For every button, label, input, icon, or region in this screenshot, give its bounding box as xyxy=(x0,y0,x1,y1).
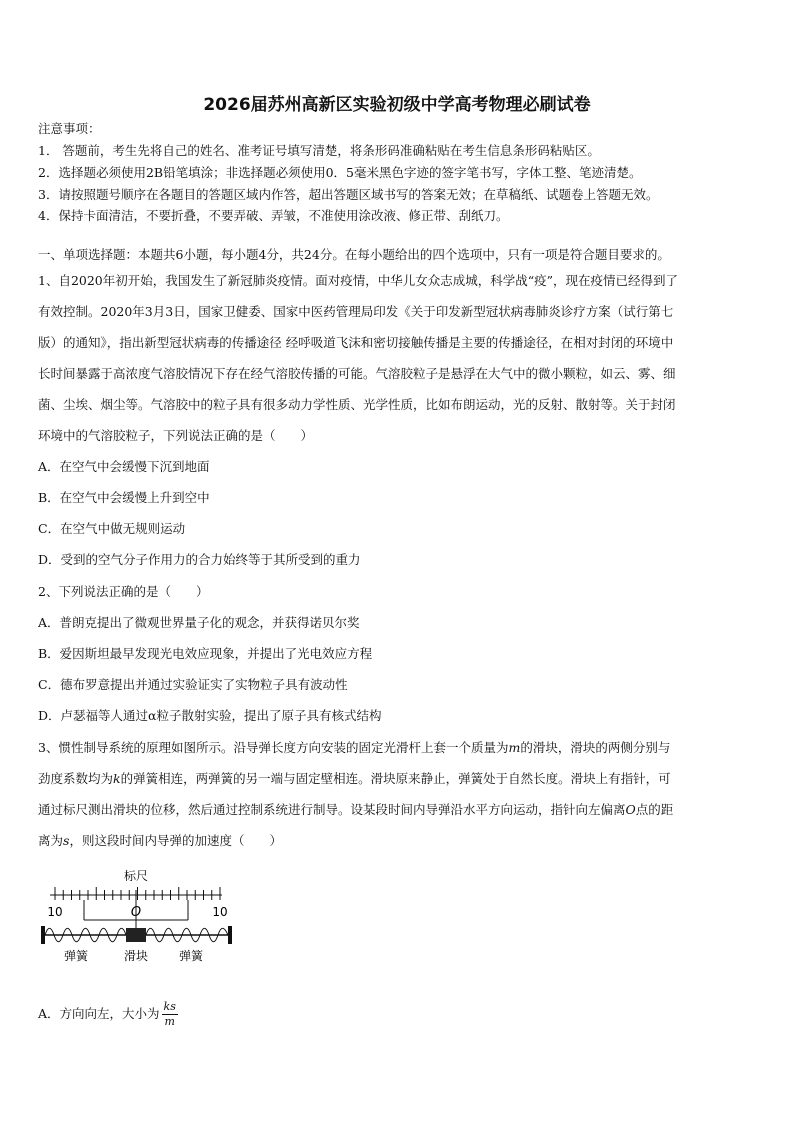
mass-symbol: m xyxy=(508,740,521,755)
q1-line: 长时间暴露于高浓度气溶胶情况下存在经气溶胶传播的可能。气溶胶粒子是悬浮在大气中的微小颗粒，如云、雾、细 xyxy=(38,366,676,381)
q2-option-b: B．爱因斯坦最早发现光电效应现象，并提出了光电效应方程 xyxy=(38,646,373,661)
left-wall xyxy=(41,926,45,944)
q1-option-a: A．在空气中会缓慢下沉到地面 xyxy=(38,459,210,474)
page-title: 2026届苏州高新区实验初级中学高考物理必刷试卷 xyxy=(203,95,591,115)
q2-option-c: C．德布罗意提出并通过实验证实了实物粒子具有波动性 xyxy=(38,677,348,692)
notice-item: 4．保持卡面清洁，不要折叠，不要弄破、弄皱，不准使用涂改液、修正带、刮纸刀。 xyxy=(38,208,509,223)
q1-line: 环境中的气溶胶粒子，下列说法正确的是（ ） xyxy=(38,428,314,443)
notice-item: 1． 答题前，考生先将自己的姓名、准考证号填写清楚，将条形码准确粘贴在考生信息条形码粘贴区。 xyxy=(38,143,600,158)
ruler-ticks xyxy=(55,887,220,900)
origin-symbol: O xyxy=(625,802,636,817)
q1-option-b: B．在空气中会缓慢上升到空中 xyxy=(38,490,210,505)
fraction-ks-over-m: $\frac{ks}{m}$ xyxy=(163,1000,176,1028)
q3-line: 离为s，则这段时间内导弹的加速度（ ） xyxy=(38,833,282,848)
displacement-symbol: s xyxy=(63,833,70,848)
ruler-center-o: O xyxy=(130,905,142,920)
ruler-left-number: 10 xyxy=(47,905,63,919)
right-wall xyxy=(228,926,232,944)
q1-line: 1、自2020年初开始，我国发生了新冠肺炎疫情。面对疫情，中华儿女众志成城，科学战“疫”，现在疫情已经得到了 xyxy=(38,273,679,288)
ruler-right-number: 10 xyxy=(212,905,228,919)
q1-option-d: D．受到的空气分子作用力的合力始终等于其所受到的重力 xyxy=(38,552,361,567)
q3-option-a: A．方向向左，大小为 $\frac{ks}{m}$ xyxy=(38,1000,176,1028)
slider-label: 滑块 xyxy=(123,949,149,963)
q1-line: 有效控制。2020年3月3日，国家卫健委、国家中医药管理局印发《关于印发新型冠状病毒肺炎诊疗方案（试行第七 xyxy=(38,304,674,319)
q3-line: 通过标尺测出滑块的位移，然后通过控制系统进行制导。设某段时间内导弹沿水平方向运动，指针向左偏离O点的距 xyxy=(38,802,674,817)
guidance-diagram xyxy=(36,862,242,966)
section-heading: 一、单项选择题：本题共6小题，每小题4分，共24分。在每小题给出的四个选项中，只有一项是符合题目要求的。 xyxy=(38,247,670,262)
notice-item: 2．选择题必须使用2B铅笔填涂；非选择题必须使用0．5毫米黑色字迹的签字笔书写，字体工整、笔迹清楚。 xyxy=(38,165,642,180)
q2-stem: 2、下列说法正确的是（ ） xyxy=(38,584,209,599)
spring-constant-symbol: k xyxy=(113,771,121,786)
q2-option-a: A．普朗克提出了微观世界量子化的观念，并获得诺贝尔奖 xyxy=(38,615,360,630)
spring-label-left: 弹簧 xyxy=(63,949,89,963)
q2-option-d: D．卢瑟福等人通过α粒子散射实验，提出了原子具有核式结构 xyxy=(38,708,382,723)
q1-option-c: C．在空气中做无规则运动 xyxy=(38,521,186,536)
ruler-label: 标尺 xyxy=(123,869,149,883)
q3-line: 劲度系数均为k的弹簧相连，两弹簧的另一端与固定壁相连。滑块原来静止，弹簧处于自然长度。滑块上有指针，可 xyxy=(38,771,671,786)
q3-line: 3、惯性制导系统的原理如图所示。沿导弹长度方向安装的固定光滑杆上套一个质量为m的滑块，滑块的两侧分别与 xyxy=(38,740,671,755)
notice-heading: 注意事项： xyxy=(38,121,101,136)
q1-line: 版）的通知》，指出新型冠状病毒的传播途径 经呼吸道飞沫和密切接触传播是主要的传播途径，在相对封闭的环境中 xyxy=(38,335,674,350)
spring-label-right: 弹簧 xyxy=(178,949,204,963)
slider-block xyxy=(126,928,146,942)
q1-line: 菌、尘埃、烟尘等。气溶胶中的粒子具有很多动力学性质、光学性质，比如布朗运动，光的反射、散射等。关于封闭 xyxy=(38,397,676,412)
notice-item: 3．请按照题号顺序在各题目的答题区域内作答，超出答题区域书写的答案无效；在草稿纸、试题卷上答题无效。 xyxy=(38,187,659,202)
